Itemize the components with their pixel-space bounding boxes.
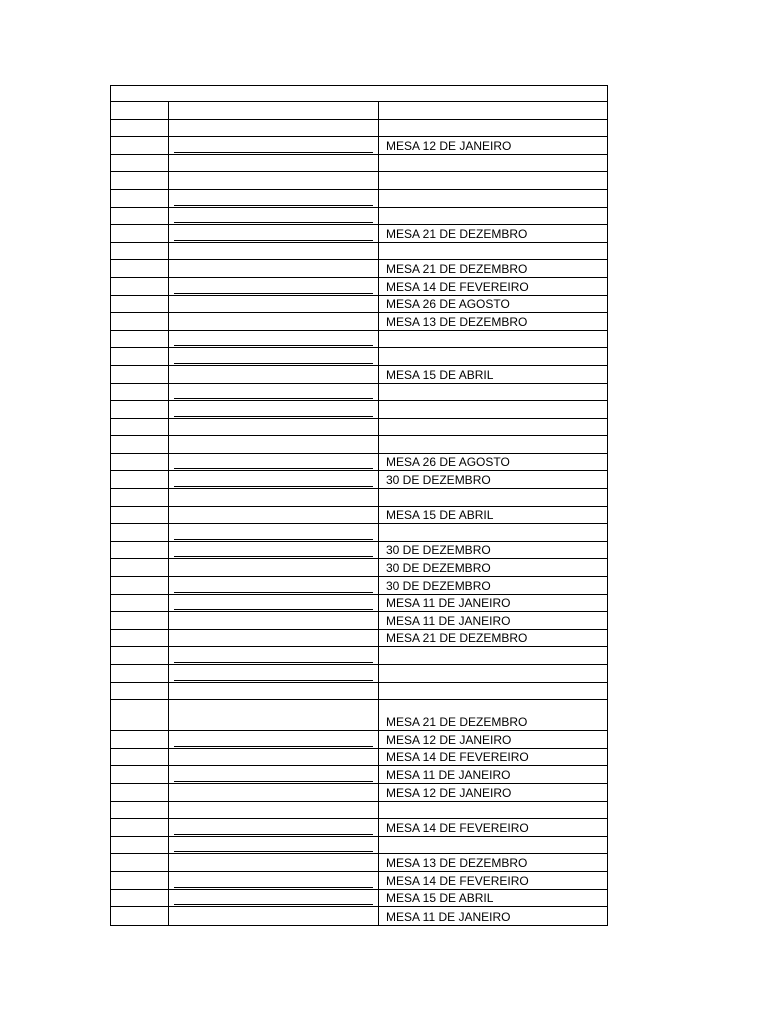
mesa-cell bbox=[379, 542, 607, 559]
table-row bbox=[111, 155, 607, 173]
mesa-date-text: 30 DE DEZEMBRO bbox=[386, 578, 491, 593]
name-cell bbox=[169, 348, 379, 365]
index-cell bbox=[111, 471, 169, 488]
index-cell bbox=[111, 630, 169, 647]
index-cell bbox=[111, 137, 169, 154]
name-cell bbox=[169, 577, 379, 594]
name-cell bbox=[169, 802, 379, 819]
mesa-cell bbox=[379, 802, 607, 819]
index-cell bbox=[111, 731, 169, 748]
name-cell bbox=[169, 665, 379, 682]
mesa-cell bbox=[379, 837, 607, 854]
mesa-cell bbox=[379, 208, 607, 225]
blank-fill-line bbox=[174, 398, 373, 399]
blank-fill-line bbox=[174, 746, 373, 747]
table-row bbox=[111, 559, 607, 577]
table-row bbox=[111, 542, 607, 560]
index-cell bbox=[111, 313, 169, 330]
index-cell bbox=[111, 749, 169, 766]
name-cell bbox=[169, 454, 379, 471]
name-cell bbox=[169, 384, 379, 401]
mesa-cell bbox=[379, 630, 607, 647]
name-cell bbox=[169, 419, 379, 436]
mesa-cell bbox=[379, 137, 607, 154]
mesa-cell bbox=[379, 155, 607, 172]
index-cell bbox=[111, 243, 169, 260]
index-cell bbox=[111, 872, 169, 889]
mesa-date-text: 30 DE DEZEMBRO bbox=[386, 543, 491, 558]
mesa-date-text: MESA 15 DE ABRIL bbox=[386, 367, 494, 382]
index-cell bbox=[111, 401, 169, 418]
index-cell bbox=[111, 559, 169, 576]
blank-fill-line bbox=[174, 293, 373, 294]
name-cell bbox=[169, 872, 379, 889]
mesa-cell bbox=[379, 749, 607, 766]
table-row bbox=[111, 489, 607, 507]
table-row bbox=[111, 890, 607, 908]
table-header-row bbox=[111, 86, 607, 102]
mesa-cell bbox=[379, 890, 607, 907]
index-cell bbox=[111, 907, 169, 925]
index-cell bbox=[111, 454, 169, 471]
mesa-cell bbox=[379, 471, 607, 488]
mesa-cell bbox=[379, 419, 607, 436]
table-row bbox=[111, 401, 607, 419]
name-cell bbox=[169, 260, 379, 277]
index-cell bbox=[111, 766, 169, 783]
table-row bbox=[111, 190, 607, 208]
table-row bbox=[111, 313, 607, 331]
name-cell bbox=[169, 559, 379, 576]
name-cell bbox=[169, 296, 379, 313]
index-cell bbox=[111, 524, 169, 541]
name-cell bbox=[169, 612, 379, 629]
name-cell bbox=[169, 524, 379, 541]
table-row bbox=[111, 595, 607, 613]
blank-fill-line bbox=[174, 539, 373, 540]
index-cell bbox=[111, 366, 169, 383]
table-row bbox=[111, 683, 607, 701]
index-cell bbox=[111, 102, 169, 119]
index-cell bbox=[111, 507, 169, 524]
name-cell bbox=[169, 102, 379, 119]
table-row bbox=[111, 630, 607, 648]
blank-fill-line bbox=[174, 556, 373, 557]
table-row bbox=[111, 784, 607, 802]
table-row bbox=[111, 384, 607, 402]
mesa-cell bbox=[379, 348, 607, 365]
mesa-cell bbox=[379, 577, 607, 594]
table-row bbox=[111, 766, 607, 784]
mesa-cell bbox=[379, 507, 607, 524]
mesa-date-text: MESA 11 DE JANEIRO bbox=[386, 613, 511, 628]
index-cell bbox=[111, 172, 169, 189]
mesa-cell bbox=[379, 731, 607, 748]
blank-fill-line bbox=[174, 240, 373, 241]
mesa-cell bbox=[379, 120, 607, 137]
blank-fill-line bbox=[174, 887, 373, 888]
name-cell bbox=[169, 854, 379, 871]
blank-fill-line bbox=[174, 345, 373, 346]
index-cell bbox=[111, 542, 169, 559]
name-cell bbox=[169, 313, 379, 330]
name-cell bbox=[169, 190, 379, 207]
table-row bbox=[111, 366, 607, 384]
table-row bbox=[111, 436, 607, 454]
mesa-cell bbox=[379, 524, 607, 541]
mesa-cell bbox=[379, 366, 607, 383]
table-body bbox=[111, 102, 607, 925]
table-row bbox=[111, 577, 607, 595]
index-cell bbox=[111, 612, 169, 629]
mesa-cell bbox=[379, 401, 607, 418]
mesa-cell bbox=[379, 454, 607, 471]
name-cell bbox=[169, 766, 379, 783]
table-row bbox=[111, 120, 607, 138]
table-row bbox=[111, 102, 607, 120]
index-cell bbox=[111, 802, 169, 819]
blank-fill-line bbox=[174, 609, 373, 610]
index-cell bbox=[111, 819, 169, 836]
name-cell bbox=[169, 700, 379, 730]
table-row bbox=[111, 854, 607, 872]
mesa-cell bbox=[379, 766, 607, 783]
blank-fill-line bbox=[174, 416, 373, 417]
mesa-cell bbox=[379, 854, 607, 871]
table-row bbox=[111, 243, 607, 261]
index-cell bbox=[111, 577, 169, 594]
mesa-cell bbox=[379, 683, 607, 700]
mesa-cell bbox=[379, 384, 607, 401]
table-row bbox=[111, 208, 607, 226]
table-row bbox=[111, 731, 607, 749]
mesa-cell bbox=[379, 260, 607, 277]
index-cell bbox=[111, 837, 169, 854]
name-cell bbox=[169, 749, 379, 766]
index-cell bbox=[111, 700, 169, 730]
blank-fill-line bbox=[174, 834, 373, 835]
table-row bbox=[111, 137, 607, 155]
table-row bbox=[111, 700, 607, 731]
table-row bbox=[111, 507, 607, 525]
table-row bbox=[111, 419, 607, 437]
blank-fill-line bbox=[174, 592, 373, 593]
name-cell bbox=[169, 436, 379, 453]
name-cell bbox=[169, 907, 379, 925]
mesa-cell bbox=[379, 313, 607, 330]
blank-fill-line bbox=[174, 468, 373, 469]
mesa-cell bbox=[379, 172, 607, 189]
index-cell bbox=[111, 208, 169, 225]
index-cell bbox=[111, 683, 169, 700]
table-row bbox=[111, 802, 607, 820]
index-cell bbox=[111, 436, 169, 453]
index-cell bbox=[111, 348, 169, 365]
name-cell bbox=[169, 630, 379, 647]
mesa-date-text: 30 DE DEZEMBRO bbox=[386, 561, 491, 576]
name-cell bbox=[169, 837, 379, 854]
mesa-date-text: MESA 13 DE DEZEMBRO bbox=[386, 314, 528, 329]
index-cell bbox=[111, 120, 169, 137]
mesa-date-text: MESA 26 DE AGOSTO bbox=[386, 455, 510, 470]
index-cell bbox=[111, 384, 169, 401]
name-cell bbox=[169, 225, 379, 242]
table-row bbox=[111, 225, 607, 243]
mesa-date-text: MESA 12 DE JANEIRO bbox=[386, 732, 512, 747]
mesa-cell bbox=[379, 665, 607, 682]
name-cell bbox=[169, 172, 379, 189]
name-cell bbox=[169, 819, 379, 836]
name-cell bbox=[169, 683, 379, 700]
mesa-cell bbox=[379, 595, 607, 612]
mesa-date-text: MESA 21 DE DEZEMBRO bbox=[386, 261, 528, 276]
table-row bbox=[111, 907, 607, 925]
mesa-date-text: MESA 13 DE DEZEMBRO bbox=[386, 855, 528, 870]
blank-fill-line bbox=[174, 363, 373, 364]
table-row bbox=[111, 454, 607, 472]
mesa-date-text: MESA 14 DE FEVEREIRO bbox=[386, 820, 529, 835]
table-row bbox=[111, 524, 607, 542]
index-cell bbox=[111, 296, 169, 313]
blank-fill-line bbox=[174, 205, 373, 206]
mesa-cell bbox=[379, 872, 607, 889]
mesa-date-text: MESA 14 DE FEVEREIRO bbox=[386, 279, 529, 294]
mesa-date-text: MESA 15 DE ABRIL bbox=[386, 891, 494, 906]
table-row bbox=[111, 331, 607, 349]
mesa-cell bbox=[379, 296, 607, 313]
name-cell bbox=[169, 208, 379, 225]
mesa-date-text: MESA 21 DE DEZEMBRO bbox=[386, 715, 528, 730]
index-cell bbox=[111, 854, 169, 871]
table-row bbox=[111, 647, 607, 665]
name-cell bbox=[169, 243, 379, 260]
mesa-cell bbox=[379, 243, 607, 260]
mesa-date-text: 30 DE DEZEMBRO bbox=[386, 473, 491, 488]
index-cell bbox=[111, 647, 169, 664]
mesa-date-text: MESA 26 DE AGOSTO bbox=[386, 297, 510, 312]
mesa-cell bbox=[379, 907, 607, 925]
index-cell bbox=[111, 155, 169, 172]
name-cell bbox=[169, 542, 379, 559]
table-row bbox=[111, 260, 607, 278]
mesa-date-text: MESA 12 DE JANEIRO bbox=[386, 138, 512, 153]
mesa-date-text: MESA 11 DE JANEIRO bbox=[386, 596, 511, 611]
blank-fill-line bbox=[174, 152, 373, 153]
mesa-date-text: MESA 11 DE JANEIRO bbox=[386, 909, 511, 924]
mesa-cell bbox=[379, 612, 607, 629]
mesa-date-text: MESA 14 DE FEVEREIRO bbox=[386, 750, 529, 765]
table-row bbox=[111, 819, 607, 837]
blank-fill-line bbox=[174, 486, 373, 487]
name-cell bbox=[169, 890, 379, 907]
index-cell bbox=[111, 890, 169, 907]
mesa-cell bbox=[379, 489, 607, 506]
name-cell bbox=[169, 120, 379, 137]
blank-fill-line bbox=[174, 662, 373, 663]
name-cell bbox=[169, 507, 379, 524]
name-cell bbox=[169, 331, 379, 348]
name-cell bbox=[169, 489, 379, 506]
table-row bbox=[111, 172, 607, 190]
name-cell bbox=[169, 471, 379, 488]
table-row bbox=[111, 837, 607, 855]
table-row bbox=[111, 348, 607, 366]
table-row bbox=[111, 612, 607, 630]
mesa-date-text: MESA 21 DE DEZEMBRO bbox=[386, 226, 528, 241]
index-cell bbox=[111, 665, 169, 682]
blank-fill-line bbox=[174, 851, 373, 852]
blank-fill-line bbox=[174, 680, 373, 681]
spreadsheet-table bbox=[110, 85, 608, 926]
mesa-date-text: MESA 15 DE ABRIL bbox=[386, 508, 494, 523]
index-cell bbox=[111, 225, 169, 242]
mesa-cell bbox=[379, 278, 607, 295]
table-row bbox=[111, 278, 607, 296]
name-cell bbox=[169, 731, 379, 748]
mesa-date-text: MESA 11 DE JANEIRO bbox=[386, 767, 511, 782]
mesa-cell bbox=[379, 700, 607, 730]
mesa-cell bbox=[379, 819, 607, 836]
index-cell bbox=[111, 190, 169, 207]
mesa-cell bbox=[379, 436, 607, 453]
name-cell bbox=[169, 137, 379, 154]
mesa-date-text: MESA 21 DE DEZEMBRO bbox=[386, 631, 528, 646]
index-cell bbox=[111, 595, 169, 612]
mesa-cell bbox=[379, 102, 607, 119]
name-cell bbox=[169, 595, 379, 612]
table-row bbox=[111, 749, 607, 767]
blank-fill-line bbox=[174, 781, 373, 782]
index-cell bbox=[111, 419, 169, 436]
blank-fill-line bbox=[174, 904, 373, 905]
index-cell bbox=[111, 331, 169, 348]
mesa-cell bbox=[379, 225, 607, 242]
name-cell bbox=[169, 784, 379, 801]
table-row bbox=[111, 665, 607, 683]
blank-fill-line bbox=[174, 222, 373, 223]
table-row bbox=[111, 296, 607, 314]
name-cell bbox=[169, 278, 379, 295]
table-row bbox=[111, 872, 607, 890]
mesa-cell bbox=[379, 647, 607, 664]
index-cell bbox=[111, 784, 169, 801]
index-cell bbox=[111, 489, 169, 506]
name-cell bbox=[169, 155, 379, 172]
table-row bbox=[111, 471, 607, 489]
mesa-date-text: MESA 12 DE JANEIRO bbox=[386, 785, 512, 800]
name-cell bbox=[169, 366, 379, 383]
name-cell bbox=[169, 647, 379, 664]
mesa-cell bbox=[379, 559, 607, 576]
index-cell bbox=[111, 278, 169, 295]
name-cell bbox=[169, 401, 379, 418]
mesa-cell bbox=[379, 784, 607, 801]
mesa-cell bbox=[379, 190, 607, 207]
mesa-date-text: MESA 14 DE FEVEREIRO bbox=[386, 873, 529, 888]
index-cell bbox=[111, 260, 169, 277]
mesa-cell bbox=[379, 331, 607, 348]
